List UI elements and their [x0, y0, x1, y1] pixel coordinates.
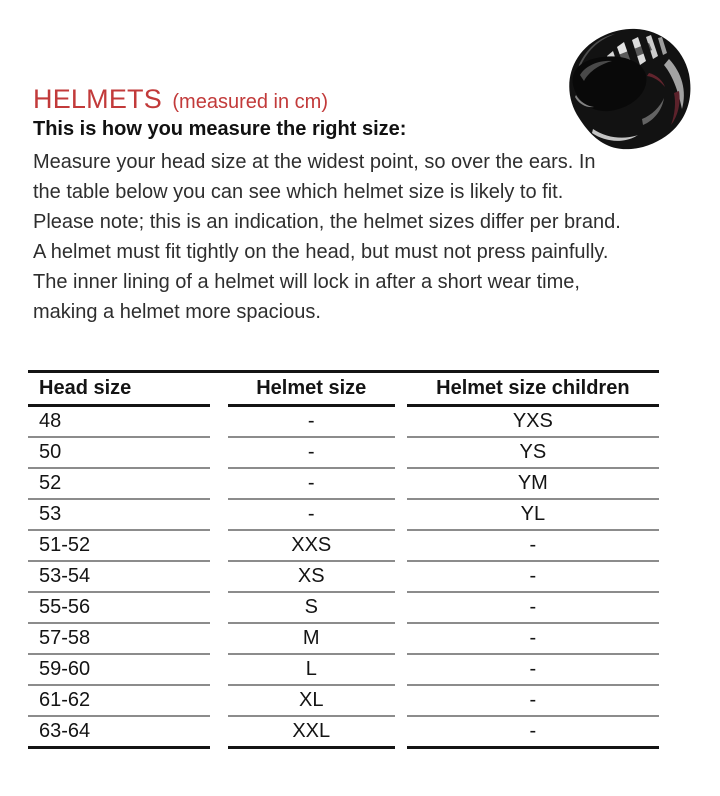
- head-size-cell: 53-54: [28, 562, 210, 593]
- children-size-cell: -: [407, 686, 659, 717]
- paragraph-line: Measure your head size at the widest point, so over the ears. In: [33, 151, 596, 173]
- paragraph-line: The inner lining of a helmet will lock in after a short wear time,: [33, 271, 580, 293]
- head-size-cell: 52: [28, 469, 210, 500]
- head-size-cell: 61-62: [28, 686, 210, 717]
- table-row: [28, 717, 659, 749]
- head-size-cell: 55-56: [28, 593, 210, 624]
- column-header-helmet-size: Helmet size: [228, 373, 395, 407]
- column-header-head-size: Head size: [28, 373, 210, 407]
- page-title: HELMETS: [33, 84, 162, 114]
- table-row: [28, 686, 659, 717]
- table-row: [28, 500, 659, 531]
- table-row: [28, 593, 659, 624]
- children-size-cell: -: [407, 593, 659, 624]
- table-row: [28, 407, 659, 438]
- helmet-illustration: [553, 23, 703, 155]
- paragraph-line: making a helmet more spacious.: [33, 301, 321, 323]
- helmet-size-cell: XXS: [228, 531, 395, 562]
- helmet-size-cell: -: [228, 438, 395, 469]
- children-size-cell: -: [407, 655, 659, 686]
- helmet-size-cell: L: [228, 655, 395, 686]
- children-size-cell: -: [407, 562, 659, 593]
- helmet-size-cell: -: [228, 500, 395, 531]
- children-size-cell: -: [407, 531, 659, 562]
- helmet-size-cell: XL: [228, 686, 395, 717]
- head-size-cell: 53: [28, 500, 210, 531]
- table-row: [28, 655, 659, 686]
- helmet-size-cell: -: [228, 469, 395, 500]
- paragraph-line: A helmet must fit tightly on the head, but must not press painfully.: [33, 241, 609, 263]
- head-size-cell: 63-64: [28, 717, 210, 749]
- head-size-cell: 50: [28, 438, 210, 469]
- children-size-cell: -: [407, 717, 659, 749]
- helmet-size-cell: XS: [228, 562, 395, 593]
- children-size-cell: YM: [407, 469, 659, 500]
- page-title-row: [33, 84, 328, 114]
- children-size-cell: YS: [407, 438, 659, 469]
- table-row: [28, 531, 659, 562]
- section-heading: This is how you measure the right size:: [33, 118, 407, 140]
- head-size-cell: 59-60: [28, 655, 210, 686]
- children-size-cell: -: [407, 624, 659, 655]
- head-size-cell: 48: [28, 407, 210, 438]
- table-row: [28, 469, 659, 500]
- helmet-size-cell: M: [228, 624, 395, 655]
- head-size-cell: 57-58: [28, 624, 210, 655]
- table-row: [28, 438, 659, 469]
- table-row: [28, 562, 659, 593]
- helmet-size-cell: XXL: [228, 717, 395, 749]
- intro-paragraph: [33, 147, 621, 327]
- size-table: [28, 370, 659, 749]
- paragraph-line: the table below you can see which helmet size is likely to fit.: [33, 181, 564, 203]
- table-row: [28, 624, 659, 655]
- helmet-size-cell: -: [228, 407, 395, 438]
- table-header: [28, 373, 659, 407]
- table-body: [28, 407, 659, 749]
- children-size-cell: YL: [407, 500, 659, 531]
- head-size-cell: 51-52: [28, 531, 210, 562]
- children-size-cell: YXS: [407, 407, 659, 438]
- paragraph-line: Please note; this is an indication, the helmet sizes differ per brand.: [33, 211, 621, 233]
- column-header-helmet-size-children: Helmet size children: [407, 373, 659, 407]
- page-title-suffix: (measured in cm): [172, 91, 328, 113]
- helmet-image: [553, 23, 703, 155]
- helmet-size-cell: S: [228, 593, 395, 624]
